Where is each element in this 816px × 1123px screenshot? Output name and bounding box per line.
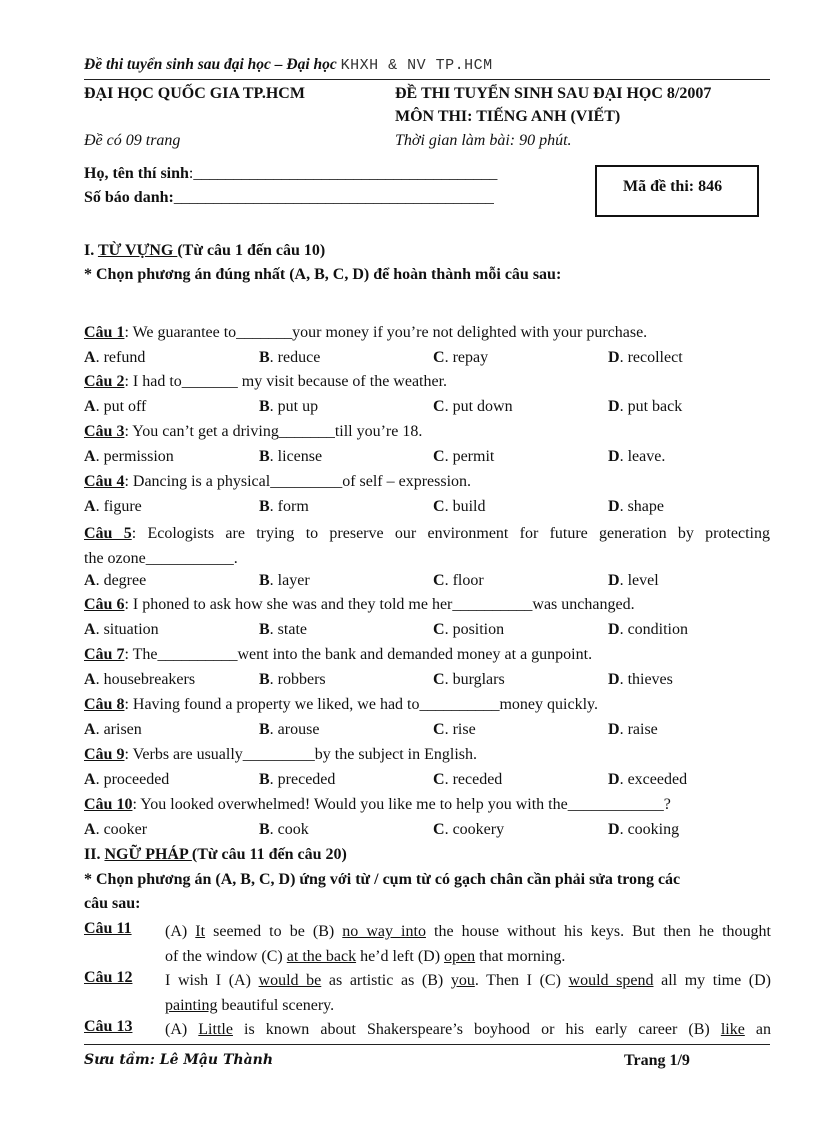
option-b: B. state	[259, 621, 307, 638]
question-label: Câu 3	[84, 423, 125, 440]
question-text: : You can’t get a driving_______till you’re 18.	[124, 423, 423, 440]
option-d: D. thieves	[608, 671, 673, 688]
option-c: C. rise	[433, 721, 476, 738]
underlined-d: painting	[165, 996, 218, 1014]
page-number: Trang 1/9	[624, 1052, 690, 1069]
underlined-a: Little	[198, 1021, 233, 1038]
option-a: A. permission	[84, 448, 174, 465]
option-b: B. reduce	[259, 349, 321, 366]
question-12-text: I wish I (A) would be as artistic as (B) you. Then I (C) would spend all my time (D) painting beautiful scenery.	[165, 972, 772, 1014]
option-c: C. floor	[433, 572, 484, 589]
question-label: Câu 5	[84, 525, 132, 542]
question-13-label: Câu 13	[84, 1018, 133, 1035]
question-7	[84, 646, 770, 670]
candidate-name-colon: :	[188, 165, 194, 182]
question-12-label: Câu 12	[84, 969, 133, 986]
running-header-institution: KHXH & NV TP.HCM	[340, 57, 493, 74]
running-header-title: Đề thi tuyển sinh sau đại học – Đại học	[84, 56, 337, 73]
question-8-options	[84, 721, 770, 745]
option-d: D. shape	[608, 498, 664, 515]
section-2-instruction-line-1: * Chọn phương án (A, B, C, D) ứng với từ / cụm từ có gạch chân cần phải sửa trong các	[84, 871, 681, 888]
question-6-options	[84, 621, 770, 645]
question-7-options	[84, 671, 770, 695]
question-text: : Having found a property we liked, we had to__________money quickly.	[124, 696, 598, 713]
running-header	[84, 56, 493, 74]
candidate-name-blank: ______________________________________	[193, 165, 498, 182]
section-2-range: (Từ câu 11 đến câu 20)	[191, 846, 347, 863]
question-label: Câu 7	[84, 646, 125, 663]
underlined-d: open	[444, 947, 476, 965]
option-a: A. put off	[84, 398, 147, 415]
exam-code: Mã đề thi: 846	[623, 178, 723, 195]
question-2	[84, 373, 770, 397]
option-a: A. cooker	[84, 821, 148, 838]
question-4	[84, 473, 770, 497]
option-d: D. cooking	[608, 821, 680, 838]
question-label: Câu 4	[84, 473, 125, 490]
section-1-number: I.	[84, 242, 98, 259]
candidate-id-label: Số báo danh:	[84, 189, 174, 206]
option-b: B. form	[259, 498, 309, 515]
section-1-title	[84, 242, 325, 260]
option-b: B. license	[259, 448, 323, 465]
time-note: Thời gian làm bài: 90 phút.	[395, 132, 572, 149]
option-a: A. housebreakers	[84, 671, 196, 688]
question-9-options	[84, 771, 770, 795]
question-11-text: (A) It seemed to be (B) no way into the house without his keys. But then he thought of the window (C) at the back he’d left (D) open that morning.	[165, 923, 771, 965]
question-label: Câu 8	[84, 696, 125, 713]
option-c: C. put down	[433, 398, 513, 415]
question-10	[84, 796, 770, 820]
question-text: : Verbs are usually_________by the subject in English.	[124, 746, 477, 763]
question-13-text: (A) Little is known about Shakerspeare’s boyhood or his early career (B) like an	[165, 1021, 771, 1038]
option-a: A. situation	[84, 621, 159, 638]
header-rule	[84, 79, 770, 80]
underlined-b: like	[720, 1021, 745, 1038]
question-label: Câu 6	[84, 596, 125, 613]
candidate-id-field	[84, 189, 494, 207]
question-5	[84, 522, 770, 571]
question-3	[84, 423, 770, 447]
question-text-line-2: the ozone___________.	[84, 549, 238, 567]
underlined-a: would be	[258, 972, 322, 989]
underlined-c: at the back	[286, 947, 357, 965]
footer-collector: Sưu tầm: Lê Mậu Thành	[84, 1052, 274, 1068]
question-9	[84, 746, 770, 770]
question-8	[84, 696, 770, 720]
question-text: : I had to_______ my visit because of the weather.	[124, 373, 448, 390]
section-2-name: NGỮ PHÁP	[104, 846, 192, 863]
question-label: Câu 1	[84, 324, 125, 341]
option-b: B. cook	[259, 821, 309, 838]
option-d: D. level	[608, 572, 659, 589]
footer-rule	[84, 1044, 770, 1045]
candidate-id-blank: ________________________________________	[173, 189, 494, 206]
option-d: D. raise	[608, 721, 658, 738]
option-b: B. preceded	[259, 771, 336, 788]
underlined-b: no way into	[342, 923, 426, 940]
option-c: C. cookery	[433, 821, 505, 838]
underlined-c: would spend	[568, 972, 654, 989]
question-label: Câu 2	[84, 373, 125, 390]
section-1-range: (Từ câu 1 đến câu 10)	[177, 242, 326, 259]
question-text: : We guarantee to_______your money if you’re not delighted with your purchase.	[124, 324, 648, 341]
question-text: : The__________went into the bank and demanded money at a gunpoint.	[124, 646, 593, 663]
option-c: C. burglars	[433, 671, 505, 688]
option-a: A. figure	[84, 498, 142, 515]
question-1-options	[84, 349, 770, 373]
question-text: : You looked overwhelmed! Would you like me to help you with the____________?	[132, 796, 671, 813]
question-label: Câu 10	[84, 796, 133, 813]
question-label: Câu 9	[84, 746, 125, 763]
option-d: D. condition	[608, 621, 688, 638]
question-3-options	[84, 448, 770, 472]
question-5-options	[84, 572, 770, 596]
option-d: D. exceeded	[608, 771, 688, 788]
candidate-name-label: Họ, tên thí sinh	[84, 165, 189, 182]
section-2-title	[84, 846, 347, 864]
question-text: : I phoned to ask how she was and they told me her__________was unchanged.	[124, 596, 635, 613]
underlined-a: It	[195, 923, 206, 940]
option-b: B. put up	[259, 398, 319, 415]
option-b: B. arouse	[259, 721, 320, 738]
question-11-label: Câu 11	[84, 920, 132, 937]
question-6	[84, 596, 770, 620]
question-10-options	[84, 821, 770, 845]
question-4-options	[84, 498, 770, 522]
pages-note: Đề có 09 trang	[84, 132, 181, 149]
section-1-name: TỪ VỰNG	[97, 242, 178, 259]
option-b: B. layer	[259, 572, 310, 589]
section-2-number: II.	[84, 846, 105, 863]
question-2-options	[84, 398, 770, 422]
option-d: D. recollect	[608, 349, 683, 366]
option-a: A. degree	[84, 572, 147, 589]
candidate-name-field	[84, 165, 497, 183]
exam-subject: MÔN THI: TIẾNG ANH (VIẾT)	[395, 108, 621, 125]
university-name: ĐẠI HỌC QUỐC GIA TP.HCM	[84, 85, 305, 102]
question-text-line-1: : Ecologists are trying to preserve our environment for future generation by protecting	[131, 525, 771, 542]
option-c: C. receded	[433, 771, 503, 788]
option-a: A. refund	[84, 349, 146, 366]
question-text: : Dancing is a physical_________of self – expression.	[124, 473, 472, 490]
option-d: D. leave.	[608, 448, 666, 465]
exam-code-box	[595, 165, 759, 217]
option-d: D. put back	[608, 398, 683, 415]
question-1	[84, 324, 770, 348]
underlined-b: you	[450, 972, 475, 989]
option-c: C. repay	[433, 349, 489, 366]
option-a: A. proceeded	[84, 771, 170, 788]
exam-title: ĐỀ THI TUYỂN SINH SAU ĐẠI HỌC 8/2007	[395, 85, 712, 102]
option-c: C. permit	[433, 448, 495, 465]
option-c: C. build	[433, 498, 486, 515]
section-2-instruction-line-2: câu sau:	[84, 895, 141, 912]
option-c: C. position	[433, 621, 505, 638]
option-a: A. arisen	[84, 721, 142, 738]
section-1-instruction: * Chọn phương án đúng nhất (A, B, C, D) để hoàn thành mỗi câu sau:	[84, 266, 562, 283]
option-b: B. robbers	[259, 671, 326, 688]
